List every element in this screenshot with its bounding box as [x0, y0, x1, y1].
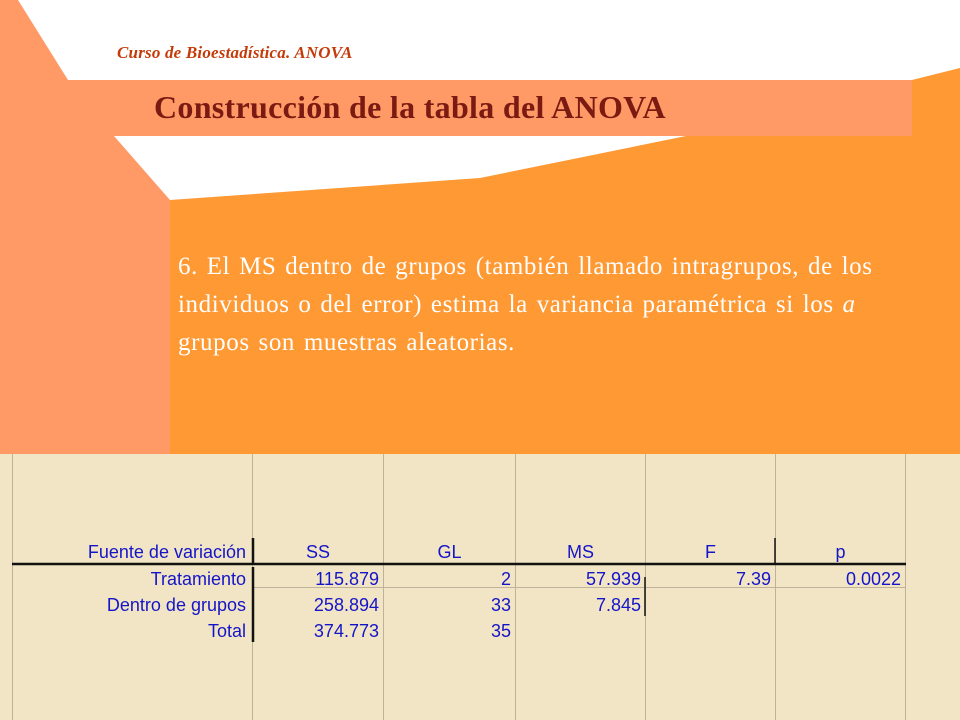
row-gl: 2	[500, 569, 511, 589]
header-ms: MS	[567, 542, 594, 562]
header-f: F	[705, 542, 716, 562]
row-ss: 374.773	[313, 621, 379, 641]
row-ms: 57.939	[585, 569, 641, 589]
row-source: Total	[207, 621, 246, 641]
header-p: p	[835, 542, 846, 562]
spreadsheet-area	[0, 454, 960, 720]
row-p: 0.0022	[845, 569, 901, 589]
row-ms: 7.845	[595, 595, 641, 615]
row-ss: 115.879	[315, 569, 379, 589]
header-source: Fuente de variación	[87, 542, 246, 562]
row-source: Tratamiento	[150, 569, 246, 589]
row-gl: 35	[490, 621, 511, 641]
slide-title: Construcción de la tabla del ANOVA	[154, 89, 666, 125]
row-ss: 258.894	[313, 595, 379, 615]
row-f: 7.39	[735, 569, 771, 589]
paragraph-text-end: grupos son muestras aleatorias.	[178, 329, 516, 356]
paragraph-italic-a: a	[842, 291, 856, 318]
paragraph-text-start: 6. El MS dentro de grupos (también llamado intragrupos, de los individuos o del error) estima la variancia paramétrica si los	[178, 253, 873, 318]
row-source: Dentro de grupos	[106, 595, 246, 615]
header-gl: GL	[437, 542, 462, 562]
header-ss: SS	[305, 542, 330, 562]
row-gl: 33	[490, 595, 511, 615]
body-paragraph	[178, 248, 878, 362]
course-title: Curso de Bioestadística. ANOVA	[117, 43, 353, 62]
